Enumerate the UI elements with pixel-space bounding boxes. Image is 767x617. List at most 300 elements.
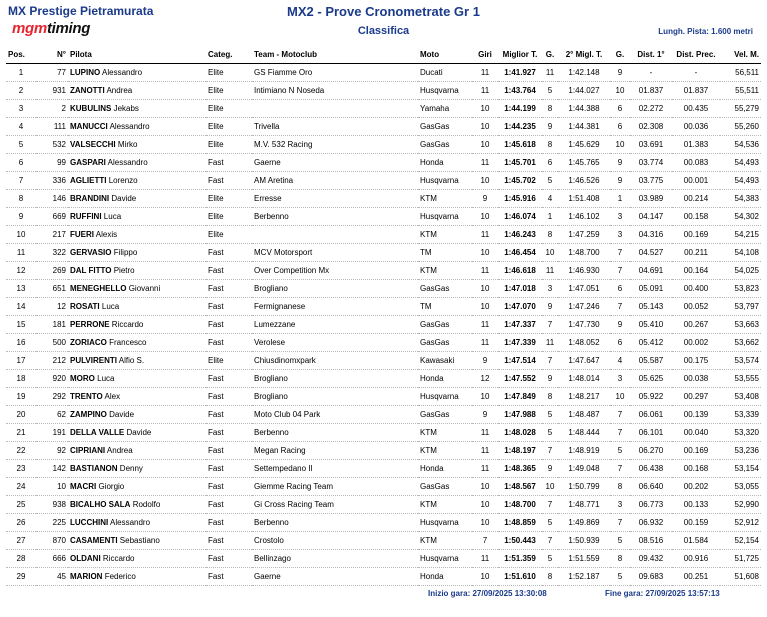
cell-gap-prev: 00.139 <box>672 406 720 424</box>
cell-team <box>252 100 418 118</box>
cell-speed: 54,493 <box>720 172 761 190</box>
cell-best-time: 1:46.243 <box>498 226 542 244</box>
table-row <box>6 388 761 406</box>
cell-gap-first: 04.691 <box>630 262 672 280</box>
cell-category: Fast <box>206 514 252 532</box>
cell-team: Bellinzago <box>252 550 418 568</box>
cell-number: 10 <box>36 478 68 496</box>
cell-best-lap: 5 <box>542 550 558 568</box>
cell-best-time: 1:48.567 <box>498 478 542 496</box>
cell-second-time: 1:49.048 <box>558 460 610 478</box>
table-row <box>6 100 761 118</box>
driver-last-name: CASAMENTI <box>70 536 118 545</box>
cell-speed: 55,279 <box>720 100 761 118</box>
cell-speed: 53,663 <box>720 316 761 334</box>
cell-gap-first: 09.432 <box>630 550 672 568</box>
classification-label: Classifica <box>357 25 410 37</box>
cell-laps: 11 <box>472 334 498 352</box>
cell-bike: TM <box>418 244 472 262</box>
cell-team: Trivella <box>252 118 418 136</box>
cell-pos: 18 <box>6 370 36 388</box>
cell-gap-prev: 00.214 <box>672 190 720 208</box>
cell-best-lap: 6 <box>542 154 558 172</box>
cell-team: Berbenno <box>252 208 418 226</box>
cell-speed: 54,383 <box>720 190 761 208</box>
cell-gap-prev: 00.133 <box>672 496 720 514</box>
cell-laps: 9 <box>472 190 498 208</box>
cell-gap-prev: 01.837 <box>672 82 720 100</box>
table-row <box>6 208 761 226</box>
cell-second-time: 1:48.444 <box>558 424 610 442</box>
table-row <box>6 550 761 568</box>
cell-driver <box>68 172 206 190</box>
cell-second-lap: 8 <box>610 478 630 496</box>
cell-number: 336 <box>36 172 68 190</box>
cell-second-lap: 5 <box>610 442 630 460</box>
cell-team: Chiusdinomxpark <box>252 352 418 370</box>
cell-team: Brogliano <box>252 388 418 406</box>
cell-category: Fast <box>206 478 252 496</box>
cell-gap-first: 06.640 <box>630 478 672 496</box>
cell-number: 146 <box>36 190 68 208</box>
cell-second-lap: 7 <box>610 298 630 316</box>
cell-category: Fast <box>206 496 252 514</box>
cell-best-time: 1:47.988 <box>498 406 542 424</box>
cell-laps: 10 <box>472 478 498 496</box>
driver-first-name: Filippo <box>113 248 138 257</box>
col-best-time: Miglior T. <box>498 46 542 64</box>
race-start-time: Inizio gara: 27/09/2025 13:30:08 <box>428 589 547 598</box>
cell-second-time: 1:48.052 <box>558 334 610 352</box>
cell-best-time: 1:47.018 <box>498 280 542 298</box>
cell-driver <box>68 460 206 478</box>
cell-second-lap: 3 <box>610 208 630 226</box>
cell-bike: Husqvarna <box>418 550 472 568</box>
cell-driver <box>68 118 206 136</box>
cell-driver <box>68 280 206 298</box>
cell-second-lap: 10 <box>610 388 630 406</box>
cell-speed: 55,260 <box>720 118 761 136</box>
cell-category: Fast <box>206 424 252 442</box>
cell-pos: 10 <box>6 226 36 244</box>
cell-second-lap: 1 <box>610 190 630 208</box>
table-row <box>6 442 761 460</box>
cell-laps: 10 <box>472 136 498 154</box>
cell-driver <box>68 334 206 352</box>
cell-best-time: 1:48.365 <box>498 460 542 478</box>
report-header <box>0 0 767 44</box>
cell-gap-prev: 00.297 <box>672 388 720 406</box>
table-row <box>6 244 761 262</box>
cell-number: 870 <box>36 532 68 550</box>
cell-speed: 53,797 <box>720 298 761 316</box>
cell-laps: 7 <box>472 532 498 550</box>
cell-best-time: 1:45.618 <box>498 136 542 154</box>
cell-laps: 11 <box>472 64 498 82</box>
cell-speed: 52,990 <box>720 496 761 514</box>
cell-laps: 11 <box>472 460 498 478</box>
cell-category: Elite <box>206 118 252 136</box>
driver-last-name: KUBULINS <box>70 104 112 113</box>
cell-pos: 22 <box>6 442 36 460</box>
cell-gap-prev: 00.158 <box>672 208 720 226</box>
cell-number: 217 <box>36 226 68 244</box>
cell-second-time: 1:46.930 <box>558 262 610 280</box>
col-gap-first: Dist. 1° <box>630 46 672 64</box>
cell-best-lap: 10 <box>542 244 558 262</box>
table-row <box>6 226 761 244</box>
driver-last-name: FUERI <box>70 230 94 239</box>
driver-last-name: RUFFINI <box>70 212 102 221</box>
cell-second-time: 1:47.246 <box>558 298 610 316</box>
cell-gap-prev: 00.159 <box>672 514 720 532</box>
cell-second-time: 1:52.187 <box>558 568 610 586</box>
driver-last-name: ROSATI <box>70 302 100 311</box>
col-category: Categ. <box>206 46 252 64</box>
cell-gap-first: 01.837 <box>630 82 672 100</box>
cell-number: 500 <box>36 334 68 352</box>
cell-pos: 20 <box>6 406 36 424</box>
cell-pos: 26 <box>6 514 36 532</box>
cell-team: Over Competition Mx <box>252 262 418 280</box>
cell-gap-first: 03.774 <box>630 154 672 172</box>
cell-team: Crostolo <box>252 532 418 550</box>
cell-category: Elite <box>206 82 252 100</box>
cell-best-time: 1:47.339 <box>498 334 542 352</box>
cell-gap-prev: 00.251 <box>672 568 720 586</box>
driver-first-name: Jekabs <box>113 104 139 113</box>
cell-driver <box>68 442 206 460</box>
cell-gap-prev: 00.202 <box>672 478 720 496</box>
race-end-time: Fine gara: 27/09/2025 13:57:13 <box>605 589 720 598</box>
table-row <box>6 154 761 172</box>
driver-last-name: LUPINO <box>70 68 101 77</box>
cell-best-lap: 7 <box>542 316 558 334</box>
cell-team: Giemme Racing Team <box>252 478 418 496</box>
cell-laps: 10 <box>472 496 498 514</box>
cell-speed: 51,608 <box>720 568 761 586</box>
driver-first-name: Alex <box>104 392 121 401</box>
driver-last-name: AGLIETTI <box>70 176 107 185</box>
cell-second-lap: 6 <box>610 334 630 352</box>
driver-last-name: TRENTO <box>70 392 103 401</box>
cell-category: Fast <box>206 298 252 316</box>
cell-pos: 15 <box>6 316 36 334</box>
cell-best-lap: 9 <box>542 460 558 478</box>
cell-best-time: 1:41.927 <box>498 64 542 82</box>
table-row <box>6 190 761 208</box>
cell-best-time: 1:51.610 <box>498 568 542 586</box>
cell-second-lap: 9 <box>610 64 630 82</box>
cell-number: 142 <box>36 460 68 478</box>
cell-gap-prev: - <box>672 64 720 82</box>
cell-category: Elite <box>206 208 252 226</box>
cell-driver <box>68 406 206 424</box>
cell-category: Elite <box>206 100 252 118</box>
cell-best-time: 1:46.074 <box>498 208 542 226</box>
cell-best-time: 1:45.701 <box>498 154 542 172</box>
col-team: Team - Motoclub <box>252 46 418 64</box>
table-row <box>6 514 761 532</box>
cell-laps: 10 <box>472 568 498 586</box>
header-row <box>6 46 761 64</box>
cell-team: GS Fiamme Oro <box>252 64 418 82</box>
driver-first-name: Alessandro <box>109 122 150 131</box>
cell-team <box>252 226 418 244</box>
cell-number: 191 <box>36 424 68 442</box>
table-row <box>6 532 761 550</box>
driver-last-name: MARION <box>70 572 103 581</box>
cell-driver <box>68 262 206 280</box>
cell-driver <box>68 100 206 118</box>
cell-bike: GasGas <box>418 118 472 136</box>
cell-best-lap: 8 <box>542 568 558 586</box>
table-row <box>6 262 761 280</box>
cell-gap-prev: 00.164 <box>672 262 720 280</box>
cell-pos: 17 <box>6 352 36 370</box>
cell-best-time: 1:45.702 <box>498 172 542 190</box>
driver-first-name: Davide <box>126 428 152 437</box>
cell-second-lap: 7 <box>610 406 630 424</box>
cell-best-lap: 3 <box>542 280 558 298</box>
cell-pos: 27 <box>6 532 36 550</box>
cell-category: Elite <box>206 352 252 370</box>
cell-gap-first: 03.989 <box>630 190 672 208</box>
cell-driver <box>68 64 206 82</box>
cell-gap-first: 06.270 <box>630 442 672 460</box>
cell-category: Elite <box>206 64 252 82</box>
cell-best-lap: 11 <box>542 64 558 82</box>
cell-number: 651 <box>36 280 68 298</box>
cell-number: 111 <box>36 118 68 136</box>
cell-speed: 53,320 <box>720 424 761 442</box>
cell-pos: 29 <box>6 568 36 586</box>
driver-last-name: ZANOTTI <box>70 86 105 95</box>
cell-category: Fast <box>206 568 252 586</box>
cell-laps: 10 <box>472 100 498 118</box>
cell-second-time: 1:45.629 <box>558 136 610 154</box>
cell-bike: KTM <box>418 190 472 208</box>
cell-second-lap: 3 <box>610 370 630 388</box>
cell-second-time: 1:47.647 <box>558 352 610 370</box>
cell-second-time: 1:44.381 <box>558 118 610 136</box>
cell-second-time: 1:47.051 <box>558 280 610 298</box>
cell-best-time: 1:48.700 <box>498 496 542 514</box>
cell-laps: 10 <box>472 172 498 190</box>
cell-driver <box>68 514 206 532</box>
cell-number: 212 <box>36 352 68 370</box>
track-length: Lungh. Pista: 1.600 metri <box>658 27 753 36</box>
cell-best-lap: 4 <box>542 190 558 208</box>
cell-gap-first: 06.438 <box>630 460 672 478</box>
cell-driver <box>68 478 206 496</box>
cell-gap-first: 05.091 <box>630 280 672 298</box>
cell-best-lap: 8 <box>542 226 558 244</box>
table-row <box>6 82 761 100</box>
cell-second-time: 1:48.700 <box>558 244 610 262</box>
col-laps: Giri <box>472 46 498 64</box>
cell-category: Fast <box>206 280 252 298</box>
cell-best-time: 1:48.028 <box>498 424 542 442</box>
cell-laps: 10 <box>472 298 498 316</box>
cell-best-time: 1:47.514 <box>498 352 542 370</box>
cell-gap-first: 06.061 <box>630 406 672 424</box>
cell-second-lap: 10 <box>610 136 630 154</box>
cell-gap-prev: 00.083 <box>672 154 720 172</box>
cell-best-lap: 5 <box>542 424 558 442</box>
cell-gap-first: 05.412 <box>630 334 672 352</box>
cell-bike: Husqvarna <box>418 514 472 532</box>
cell-category: Fast <box>206 532 252 550</box>
cell-team: Lumezzane <box>252 316 418 334</box>
cell-best-lap: 9 <box>542 370 558 388</box>
cell-laps: 9 <box>472 406 498 424</box>
cell-team: Fermignanese <box>252 298 418 316</box>
cell-pos: 3 <box>6 100 36 118</box>
cell-best-time: 1:44.199 <box>498 100 542 118</box>
cell-gap-prev: 00.036 <box>672 118 720 136</box>
cell-bike: Husqvarna <box>418 82 472 100</box>
cell-second-time: 1:47.259 <box>558 226 610 244</box>
cell-gap-first: 09.683 <box>630 568 672 586</box>
cell-second-time: 1:47.730 <box>558 316 610 334</box>
cell-gap-prev: 01.584 <box>672 532 720 550</box>
cell-second-lap: 9 <box>610 172 630 190</box>
cell-bike: KTM <box>418 424 472 442</box>
cell-category: Fast <box>206 262 252 280</box>
driver-first-name: Davide <box>111 194 137 203</box>
cell-number: 77 <box>36 64 68 82</box>
cell-driver <box>68 154 206 172</box>
cell-category: Fast <box>206 244 252 262</box>
cell-gap-prev: 00.040 <box>672 424 720 442</box>
cell-speed: 54,493 <box>720 154 761 172</box>
cell-second-lap: 9 <box>610 154 630 172</box>
cell-speed: 54,025 <box>720 262 761 280</box>
cell-driver <box>68 550 206 568</box>
cell-bike: GasGas <box>418 478 472 496</box>
cell-team: Gi Cross Racing Team <box>252 496 418 514</box>
col-driver: Pilota <box>68 46 206 64</box>
cell-laps: 11 <box>472 154 498 172</box>
driver-last-name: PULVIRENTI <box>70 356 117 365</box>
cell-best-time: 1:47.337 <box>498 316 542 334</box>
driver-last-name: GASPARI <box>70 158 106 167</box>
cell-laps: 11 <box>472 226 498 244</box>
driver-first-name: Giorgio <box>98 482 125 491</box>
table-row <box>6 316 761 334</box>
cell-driver <box>68 316 206 334</box>
cell-number: 920 <box>36 370 68 388</box>
cell-category: Fast <box>206 550 252 568</box>
cell-second-lap: 8 <box>610 550 630 568</box>
cell-gap-prev: 00.038 <box>672 370 720 388</box>
cell-second-time: 1:48.487 <box>558 406 610 424</box>
driver-first-name: Davide <box>109 410 135 419</box>
cell-second-time: 1:42.148 <box>558 64 610 82</box>
cell-category: Fast <box>206 154 252 172</box>
cell-bike: KTM <box>418 496 472 514</box>
cell-gap-first: 02.272 <box>630 100 672 118</box>
cell-category: Elite <box>206 190 252 208</box>
driver-last-name: LUCCHINI <box>70 518 109 527</box>
cell-second-lap: 9 <box>610 316 630 334</box>
driver-first-name: Francesco <box>109 338 147 347</box>
cell-laps: 11 <box>472 442 498 460</box>
cell-best-lap: 5 <box>542 82 558 100</box>
cell-number: 931 <box>36 82 68 100</box>
cell-bike: GasGas <box>418 334 472 352</box>
cell-pos: 12 <box>6 262 36 280</box>
cell-second-lap: 10 <box>610 82 630 100</box>
driver-last-name: MENEGHELLO <box>70 284 127 293</box>
table-row <box>6 334 761 352</box>
driver-first-name: Federico <box>104 572 136 581</box>
cell-best-lap: 9 <box>542 298 558 316</box>
cell-pos: 5 <box>6 136 36 154</box>
cell-speed: 53,055 <box>720 478 761 496</box>
driver-last-name: MORO <box>70 374 95 383</box>
cell-driver <box>68 136 206 154</box>
cell-laps: 10 <box>472 388 498 406</box>
cell-gap-first: - <box>630 64 672 82</box>
cell-best-time: 1:48.197 <box>498 442 542 460</box>
driver-first-name: Alessandro <box>102 68 143 77</box>
event-name: MX Prestige Pietramurata <box>8 4 154 18</box>
cell-second-lap: 6 <box>610 100 630 118</box>
table-row <box>6 460 761 478</box>
table-row <box>6 406 761 424</box>
table-row <box>6 64 761 82</box>
cell-category: Fast <box>206 388 252 406</box>
driver-last-name: BRANDINI <box>70 194 110 203</box>
cell-best-time: 1:47.849 <box>498 388 542 406</box>
cell-best-time: 1:46.618 <box>498 262 542 280</box>
cell-driver <box>68 532 206 550</box>
cell-gap-prev: 00.400 <box>672 280 720 298</box>
cell-number: 269 <box>36 262 68 280</box>
cell-second-lap: 7 <box>610 262 630 280</box>
table-row <box>6 568 761 586</box>
cell-bike: GasGas <box>418 316 472 334</box>
cell-number: 938 <box>36 496 68 514</box>
cell-gap-prev: 00.916 <box>672 550 720 568</box>
cell-second-lap: 7 <box>610 244 630 262</box>
table-row <box>6 424 761 442</box>
cell-speed: 51,725 <box>720 550 761 568</box>
cell-speed: 54,302 <box>720 208 761 226</box>
cell-gap-prev: 01.383 <box>672 136 720 154</box>
cell-second-lap: 5 <box>610 568 630 586</box>
table-row <box>6 172 761 190</box>
col-bike: Moto <box>418 46 472 64</box>
cell-team: Gaerne <box>252 154 418 172</box>
cell-second-lap: 5 <box>610 532 630 550</box>
cell-gap-prev: 00.175 <box>672 352 720 370</box>
cell-second-time: 1:49.869 <box>558 514 610 532</box>
cell-bike: KTM <box>418 262 472 280</box>
cell-laps: 10 <box>472 118 498 136</box>
cell-best-lap: 11 <box>542 334 558 352</box>
driver-first-name: Denny <box>119 464 143 473</box>
cell-pos: 14 <box>6 298 36 316</box>
cell-laps: 10 <box>472 208 498 226</box>
cell-number: 322 <box>36 244 68 262</box>
table-row <box>6 478 761 496</box>
cell-speed: 53,555 <box>720 370 761 388</box>
cell-team: MCV Motorsport <box>252 244 418 262</box>
cell-team: Moto Club 04 Park <box>252 406 418 424</box>
